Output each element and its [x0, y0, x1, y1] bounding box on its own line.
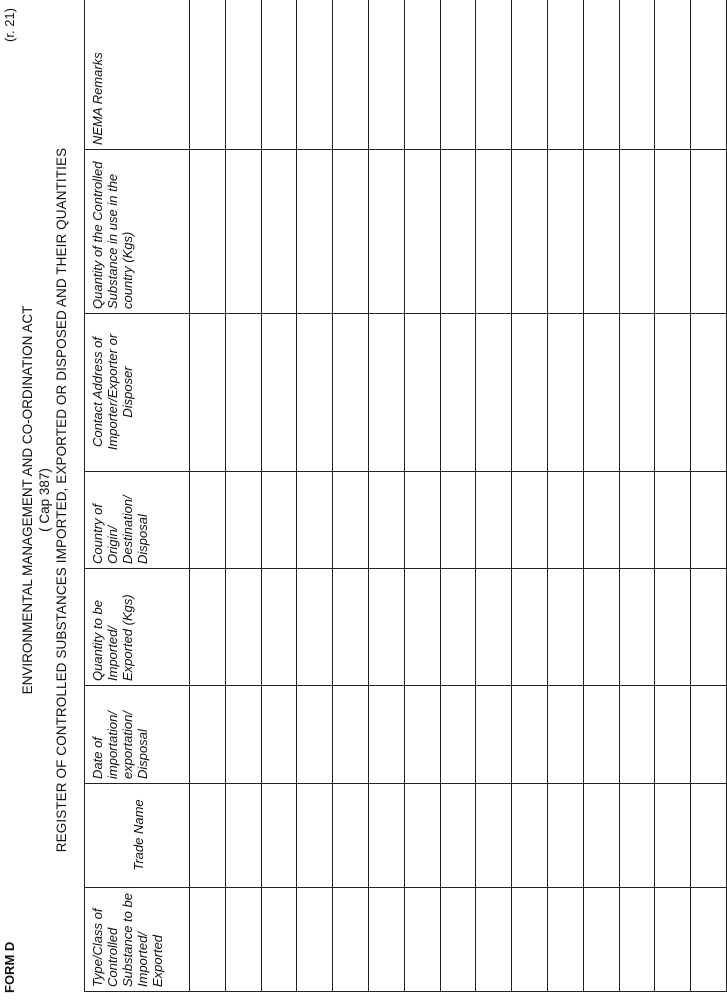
- form-label: FORM D: [2, 941, 17, 993]
- header-row: [85, 0, 190, 992]
- table-cell[interactable]: [404, 888, 440, 992]
- table-cell[interactable]: [547, 784, 583, 888]
- table-cell[interactable]: [225, 472, 261, 569]
- table-cell[interactable]: [333, 569, 369, 686]
- table-cell[interactable]: [691, 314, 727, 472]
- table-cell[interactable]: [190, 888, 226, 992]
- table-cell[interactable]: [225, 0, 261, 150]
- table-cell[interactable]: [190, 150, 226, 314]
- table-cell[interactable]: [476, 0, 512, 150]
- table-cell[interactable]: [333, 784, 369, 888]
- column-header-country: Country of Origin/ Destination/ Disposal: [85, 472, 190, 569]
- table-cell[interactable]: [368, 888, 404, 992]
- table-cell[interactable]: [440, 150, 476, 314]
- table-cell[interactable]: [476, 150, 512, 314]
- table-cell[interactable]: [368, 314, 404, 472]
- table-cell[interactable]: [583, 569, 619, 686]
- column-header-date: Date of importation/ exportation/ Disposal: [85, 686, 190, 784]
- table-cell[interactable]: [261, 888, 297, 992]
- table-cell[interactable]: [512, 472, 548, 569]
- table-cell[interactable]: [297, 150, 333, 314]
- table-cell[interactable]: [476, 784, 512, 888]
- table-cell[interactable]: [691, 472, 727, 569]
- table-cell[interactable]: [297, 686, 333, 784]
- table-cell[interactable]: [512, 569, 548, 686]
- table-cell[interactable]: [512, 784, 548, 888]
- table-row: [619, 0, 655, 992]
- table-cell[interactable]: [190, 686, 226, 784]
- table-cell[interactable]: [655, 472, 691, 569]
- table-cell[interactable]: [261, 150, 297, 314]
- table-cell[interactable]: [512, 686, 548, 784]
- table-cell[interactable]: [404, 314, 440, 472]
- table-cell[interactable]: [512, 314, 548, 472]
- table-cell[interactable]: [333, 314, 369, 472]
- table-cell[interactable]: [691, 569, 727, 686]
- table-cell[interactable]: [190, 569, 226, 686]
- table-cell[interactable]: [368, 472, 404, 569]
- table-cell[interactable]: [583, 150, 619, 314]
- table-cell[interactable]: [297, 784, 333, 888]
- table-cell[interactable]: [476, 314, 512, 472]
- table-cell[interactable]: [368, 150, 404, 314]
- table-cell[interactable]: [225, 314, 261, 472]
- table-cell[interactable]: [333, 0, 369, 150]
- table-row: [512, 0, 548, 992]
- table-cell[interactable]: [583, 888, 619, 992]
- table-cell[interactable]: [368, 0, 404, 150]
- table-cell[interactable]: [261, 314, 297, 472]
- table-cell[interactable]: [190, 784, 226, 888]
- table-cell[interactable]: [655, 150, 691, 314]
- table-cell[interactable]: [619, 569, 655, 686]
- table-row: [476, 0, 512, 992]
- table-cell[interactable]: [512, 150, 548, 314]
- table-cell[interactable]: [368, 686, 404, 784]
- column-header-quantity-in-use: Quantity of the Controlled Substance in use in the country (Kgs): [85, 150, 190, 314]
- table-cell[interactable]: [547, 569, 583, 686]
- table-cell[interactable]: [261, 569, 297, 686]
- table-cell[interactable]: [547, 472, 583, 569]
- table-cell[interactable]: [225, 569, 261, 686]
- table-cell[interactable]: [691, 686, 727, 784]
- table-row: [333, 0, 369, 992]
- table-row: [583, 0, 619, 992]
- table-cell[interactable]: [368, 569, 404, 686]
- table-cell[interactable]: [404, 150, 440, 314]
- column-header-nema-remarks: NEMA Remarks: [85, 0, 190, 150]
- column-header-substance-type: Type/Class of Controlled Substance to be Imported/ Exported: [85, 888, 190, 992]
- table-cell[interactable]: [333, 472, 369, 569]
- table-cell[interactable]: [368, 784, 404, 888]
- table-cell[interactable]: [225, 784, 261, 888]
- table-cell[interactable]: [512, 888, 548, 992]
- table-cell[interactable]: [440, 569, 476, 686]
- register-title: REGISTER OF CONTROLLED SUBSTANCES IMPORTED, EXPORTED OR DISPOSED AND THEIR QUANTITIES: [54, 147, 69, 853]
- table-cell[interactable]: [547, 314, 583, 472]
- table-cell[interactable]: [333, 888, 369, 992]
- table-cell[interactable]: [691, 150, 727, 314]
- column-header-contact-address: Contact Address of Importer/Exporter or Disposer: [85, 314, 190, 472]
- table-cell[interactable]: [225, 888, 261, 992]
- register-body: [190, 0, 727, 992]
- table-row: [261, 0, 297, 992]
- table-cell[interactable]: [619, 0, 655, 150]
- table-cell[interactable]: [440, 784, 476, 888]
- table-row: [547, 0, 583, 992]
- table-cell[interactable]: [512, 0, 548, 150]
- table-cell[interactable]: [619, 686, 655, 784]
- column-header-trade-name: Trade Name: [85, 784, 190, 888]
- table-cell[interactable]: [190, 314, 226, 472]
- table-cell[interactable]: [440, 472, 476, 569]
- table-cell[interactable]: [297, 472, 333, 569]
- table-cell[interactable]: [297, 569, 333, 686]
- table-cell[interactable]: [190, 0, 226, 150]
- table-cell[interactable]: [261, 472, 297, 569]
- table-cell[interactable]: [190, 472, 226, 569]
- table-cell[interactable]: [404, 569, 440, 686]
- table-cell[interactable]: [333, 150, 369, 314]
- table-cell[interactable]: [440, 314, 476, 472]
- table-cell[interactable]: [691, 784, 727, 888]
- table-row: [297, 0, 333, 992]
- column-header-quantity: Quantity to be Imported/ Exported (Kgs): [85, 569, 190, 686]
- table-cell[interactable]: [619, 784, 655, 888]
- table-cell[interactable]: [225, 686, 261, 784]
- table-cell[interactable]: [225, 150, 261, 314]
- regulation-reference: (r. 21): [2, 8, 17, 42]
- table-cell[interactable]: [619, 472, 655, 569]
- table-cell[interactable]: [583, 784, 619, 888]
- table-row: [691, 0, 727, 992]
- table-row: [440, 0, 476, 992]
- table-cell[interactable]: [476, 888, 512, 992]
- table-cell[interactable]: [404, 686, 440, 784]
- table-cell[interactable]: [261, 0, 297, 150]
- table-cell[interactable]: [655, 569, 691, 686]
- table-cell[interactable]: [619, 314, 655, 472]
- table-cell[interactable]: [547, 0, 583, 150]
- table-cell[interactable]: [655, 686, 691, 784]
- table-row: [404, 0, 440, 992]
- register-table: [84, 0, 727, 992]
- table-cell[interactable]: [440, 686, 476, 784]
- table-cell[interactable]: [655, 0, 691, 150]
- table-cell[interactable]: [297, 0, 333, 150]
- table-row: [368, 0, 404, 992]
- table-row: [190, 0, 226, 992]
- table-cell[interactable]: [547, 888, 583, 992]
- table-cell[interactable]: [619, 150, 655, 314]
- table-cell[interactable]: [655, 314, 691, 472]
- table-cell[interactable]: [440, 888, 476, 992]
- table-cell[interactable]: [476, 569, 512, 686]
- table-cell[interactable]: [404, 0, 440, 150]
- table-cell[interactable]: [297, 888, 333, 992]
- table-cell[interactable]: [440, 0, 476, 150]
- table-cell[interactable]: [261, 784, 297, 888]
- table-cell[interactable]: [691, 888, 727, 992]
- table-cell[interactable]: [547, 150, 583, 314]
- table-cell[interactable]: [583, 0, 619, 150]
- table-cell[interactable]: [691, 0, 727, 150]
- table-cell[interactable]: [583, 314, 619, 472]
- table-cell[interactable]: [583, 472, 619, 569]
- table-cell[interactable]: [655, 784, 691, 888]
- table-cell[interactable]: [619, 888, 655, 992]
- table-cell[interactable]: [655, 888, 691, 992]
- table-cell[interactable]: [476, 686, 512, 784]
- table-cell[interactable]: [333, 686, 369, 784]
- chapter-reference: ( Cap 387): [37, 468, 52, 532]
- table-cell[interactable]: [261, 686, 297, 784]
- table-cell[interactable]: [547, 686, 583, 784]
- table-row: [655, 0, 691, 992]
- table-cell[interactable]: [404, 472, 440, 569]
- table-cell[interactable]: [583, 686, 619, 784]
- table-cell[interactable]: [297, 314, 333, 472]
- table-row: [225, 0, 261, 992]
- table-cell[interactable]: [476, 472, 512, 569]
- act-title: ENVIRONMENTAL MANAGEMENT AND CO-ORDINATION ACT: [20, 305, 35, 695]
- table-cell[interactable]: [404, 784, 440, 888]
